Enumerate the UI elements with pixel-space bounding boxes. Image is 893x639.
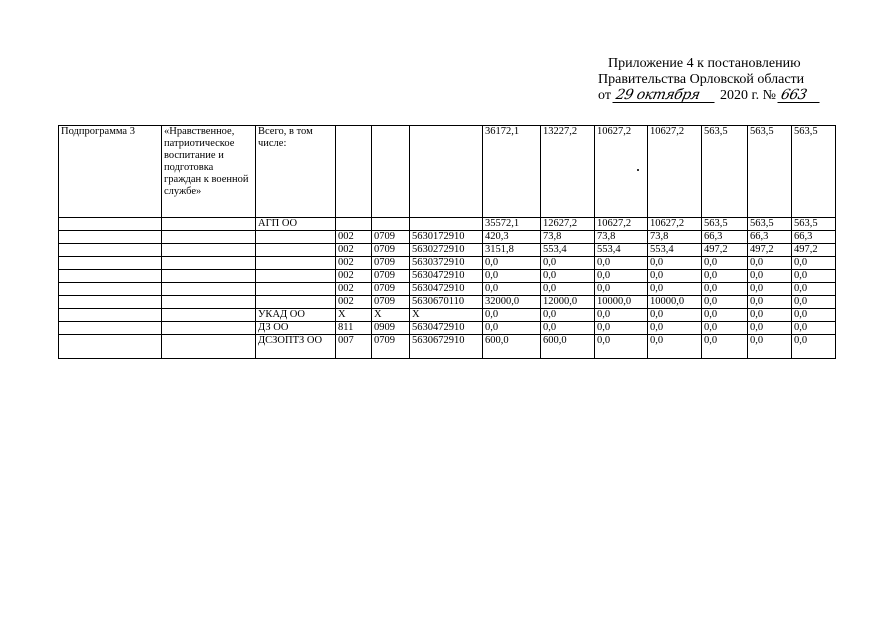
table-cell (59, 309, 162, 322)
table-cell: 0709 (372, 231, 410, 244)
table-cell: 0709 (372, 257, 410, 270)
table-cell-value: 0,0 (702, 335, 748, 359)
table-cell: «Нравственное, патриотическое воспитание и подготовка граждан к военной службе» (162, 126, 256, 218)
table-cell: 002 (336, 283, 372, 296)
table-cell-value: 0,0 (648, 283, 702, 296)
handwritten-date: 29 октября (613, 88, 718, 103)
budget-table (58, 125, 836, 359)
table-row (59, 126, 836, 218)
table-row (59, 322, 836, 335)
table-cell (59, 270, 162, 283)
table-cell (372, 218, 410, 231)
table-cell: 0709 (372, 335, 410, 359)
year-text: 2020 г. № (719, 88, 776, 103)
table-cell: 002 (336, 231, 372, 244)
table-cell (59, 257, 162, 270)
table-cell-value: 563,5 (748, 218, 792, 231)
table-cell-value: 0,0 (792, 270, 836, 283)
table-cell: 5630670110 (410, 296, 483, 309)
table-cell-value: 0,0 (595, 270, 648, 283)
table-cell-value: 600,0 (483, 335, 541, 359)
table-cell-value: 0,0 (595, 257, 648, 270)
table-cell-value: 0,0 (748, 257, 792, 270)
table-cell-value: 10627,2 (648, 218, 702, 231)
table-cell (59, 218, 162, 231)
table-cell-value: 0,0 (792, 322, 836, 335)
table-cell (256, 270, 336, 283)
table-cell: Х (336, 309, 372, 322)
table-cell-value: 73,8 (648, 231, 702, 244)
table-cell (162, 231, 256, 244)
table-cell-value: 73,8 (595, 231, 648, 244)
table-cell-value: 0,0 (792, 309, 836, 322)
table-cell: Подпрограмма 3 (59, 126, 162, 218)
table-row (59, 283, 836, 296)
table-cell (162, 244, 256, 257)
table-cell-value: 35572,1 (483, 218, 541, 231)
table-cell-value: 0,0 (483, 309, 541, 322)
table-cell-value: 66,3 (792, 231, 836, 244)
table-cell-value: 0,0 (702, 283, 748, 296)
table-row (59, 335, 836, 359)
table-cell-value: 0,0 (702, 270, 748, 283)
table-cell (162, 270, 256, 283)
table-cell (256, 257, 336, 270)
table-cell: ДЗ ОО (256, 322, 336, 335)
table-cell-value: 0,0 (541, 257, 595, 270)
table-cell-value: 0,0 (748, 296, 792, 309)
table-cell-value: 563,5 (702, 126, 748, 218)
table-cell (162, 309, 256, 322)
appendix-title: Приложение 4 к постановлению (608, 56, 801, 71)
table-cell: Всего, в том числе: (256, 126, 336, 218)
table-cell-value: 66,3 (702, 231, 748, 244)
table-row (59, 257, 836, 270)
table-cell: 811 (336, 322, 372, 335)
table-cell-value: 32000,0 (483, 296, 541, 309)
table-cell-value: 0,0 (648, 335, 702, 359)
table-cell-value: 10627,2 (595, 218, 648, 231)
table-cell-value: 0,0 (595, 309, 648, 322)
table-cell-value: 66,3 (748, 231, 792, 244)
table-cell-value: 0,0 (541, 283, 595, 296)
table-cell-value: 0,0 (702, 296, 748, 309)
table-cell-value: 497,2 (702, 244, 748, 257)
table-cell: 002 (336, 244, 372, 257)
table-cell (162, 296, 256, 309)
table-cell-value: 0,0 (748, 309, 792, 322)
table-cell-value: 12000,0 (541, 296, 595, 309)
table-cell (59, 283, 162, 296)
table-cell: Х (410, 309, 483, 322)
table-cell: Х (372, 309, 410, 322)
table-cell: 5630472910 (410, 270, 483, 283)
table-cell-value: 0,0 (595, 335, 648, 359)
table-cell-value: 0,0 (748, 322, 792, 335)
table-cell-value: 563,5 (792, 218, 836, 231)
table-cell: 0709 (372, 296, 410, 309)
table-cell: УКАД ОО (256, 309, 336, 322)
table-cell (59, 322, 162, 335)
table-cell-value: 0,0 (792, 296, 836, 309)
table-cell (256, 231, 336, 244)
table-cell-value: 0,0 (483, 257, 541, 270)
table-cell-value: 0,0 (792, 283, 836, 296)
table-cell-value: 0,0 (648, 309, 702, 322)
document-header (598, 56, 858, 104)
table-cell-value: 0,0 (792, 335, 836, 359)
table-cell-value: 0,0 (648, 270, 702, 283)
table-cell (372, 126, 410, 218)
table-cell: ДСЗОПТЗ ОО (256, 335, 336, 359)
table-cell: 007 (336, 335, 372, 359)
table-cell-value: 36172,1 (483, 126, 541, 218)
table-cell-value: 553,4 (595, 244, 648, 257)
table-cell-value: 0,0 (595, 283, 648, 296)
table-cell: 5630372910 (410, 257, 483, 270)
table-cell-value: 0,0 (702, 322, 748, 335)
table-cell-value: 10000,0 (648, 296, 702, 309)
table-cell (59, 296, 162, 309)
table-cell (256, 283, 336, 296)
table-cell-value: 563,5 (702, 218, 748, 231)
table-cell-value: 12627,2 (541, 218, 595, 231)
table-cell-value: 0,0 (483, 322, 541, 335)
table-cell: 5630472910 (410, 322, 483, 335)
table-cell: АГП ОО (256, 218, 336, 231)
table-cell-value: 0,0 (748, 335, 792, 359)
table-cell-value: 10627,2 (648, 126, 702, 218)
table-cell (162, 335, 256, 359)
table-cell (59, 231, 162, 244)
table-cell-value: 0,0 (702, 257, 748, 270)
table-cell-value: 563,5 (792, 126, 836, 218)
table-cell-value: 3151,8 (483, 244, 541, 257)
table-cell-value: 0,0 (748, 270, 792, 283)
table-cell: 0709 (372, 283, 410, 296)
table-row (59, 231, 836, 244)
table-cell (336, 126, 372, 218)
table-cell-value: 0,0 (648, 322, 702, 335)
table-cell: 002 (336, 270, 372, 283)
table-cell (410, 126, 483, 218)
table-cell (162, 322, 256, 335)
table-cell (256, 296, 336, 309)
table-cell-value: 0,0 (748, 283, 792, 296)
table-cell-value: 0,0 (541, 309, 595, 322)
table-row (59, 270, 836, 283)
handwritten-number: 663 (778, 88, 823, 103)
table-cell (59, 335, 162, 359)
table-cell (59, 244, 162, 257)
table-cell-value: 0,0 (595, 322, 648, 335)
table-cell: 002 (336, 257, 372, 270)
table-cell: 5630672910 (410, 335, 483, 359)
table-cell-value: 10627,2 (595, 126, 648, 218)
table-cell-value: 497,2 (748, 244, 792, 257)
table-cell-value: 0,0 (483, 270, 541, 283)
table-cell: 5630272910 (410, 244, 483, 257)
table-cell-value: 553,4 (648, 244, 702, 257)
table-cell (410, 218, 483, 231)
table-cell: 0709 (372, 244, 410, 257)
table-cell: 0709 (372, 270, 410, 283)
table-row (59, 218, 836, 231)
table-cell-value: 497,2 (792, 244, 836, 257)
appendix-date-line (598, 88, 858, 104)
table-row (59, 296, 836, 309)
table-cell-value: 10000,0 (595, 296, 648, 309)
table-cell (256, 244, 336, 257)
table-cell: 0909 (372, 322, 410, 335)
table-cell-value: 73,8 (541, 231, 595, 244)
table-cell-value: 0,0 (648, 257, 702, 270)
table-cell: 5630472910 (410, 283, 483, 296)
table-cell-value: 0,0 (483, 283, 541, 296)
table-cell-value: 553,4 (541, 244, 595, 257)
table-cell: 002 (336, 296, 372, 309)
table-cell-value: 13227,2 (541, 126, 595, 218)
table-cell-value: 0,0 (541, 322, 595, 335)
table-cell (162, 283, 256, 296)
appendix-authority: Правительства Орловской области (598, 72, 805, 87)
table-cell-value: 0,0 (702, 309, 748, 322)
table-row (59, 244, 836, 257)
table-cell (162, 257, 256, 270)
table-cell-value: 600,0 (541, 335, 595, 359)
table-cell: 5630172910 (410, 231, 483, 244)
date-prefix: от (598, 88, 611, 103)
table-row (59, 309, 836, 322)
table-cell-value: 563,5 (748, 126, 792, 218)
table-cell-value: 420,3 (483, 231, 541, 244)
table-cell-value: 0,0 (541, 270, 595, 283)
table-cell (162, 218, 256, 231)
table-cell (336, 218, 372, 231)
table-cell-value: 0,0 (792, 257, 836, 270)
